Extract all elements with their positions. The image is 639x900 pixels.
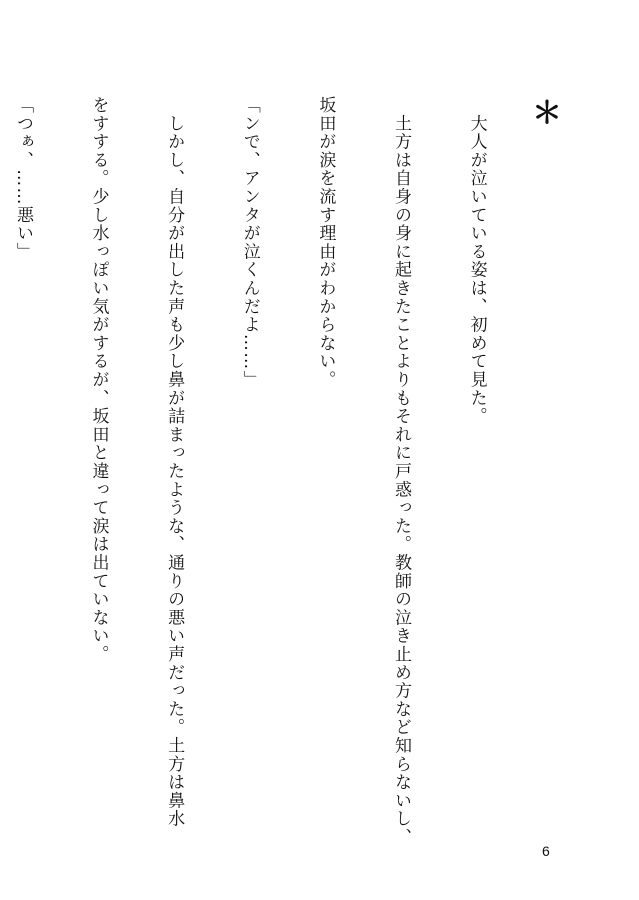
- text-line: 坂田が涙を流す理由がわからない。: [315, 96, 336, 389]
- text-line: 土方は自身の身に起きたことよりもそれに戸惑った。教師の泣き止め方など知らないし、: [390, 96, 411, 847]
- text-line: 「つぁ、……悪い」: [12, 96, 33, 261]
- text-line: 「ンで、アンタが泣くんだよ……」: [239, 96, 260, 389]
- text-line: をすする。少し水っぽい気がするが、坂田と違って涙は出ていない。: [88, 96, 109, 664]
- text-line: 大人が泣いている姿は、初めて見た。: [466, 96, 487, 426]
- section-marker: ＊: [532, 96, 562, 131]
- text-line: しかし、自分が出した声も少し鼻が詰まったような、通りの悪い声だった。土方は鼻水: [164, 96, 185, 828]
- page-number: 6: [542, 843, 550, 859]
- vertical-text-block: [0, 96, 539, 847]
